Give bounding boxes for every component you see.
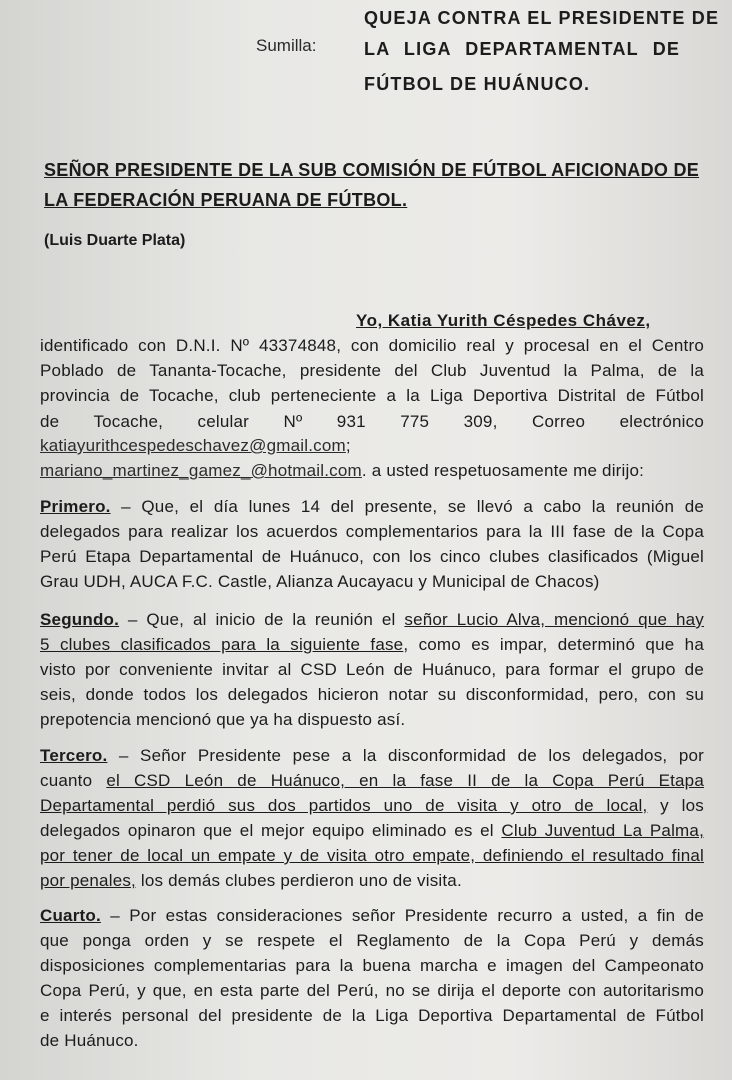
primero-line-1: Primero. – Que, el día lunes 14 del presente, se llevó a cabo la reunión de [40, 497, 704, 516]
email-link-2[interactable]: mariano_martinez_gamez_@hotmail.com [40, 461, 362, 480]
cuarto-line-6: de Huánuco. [40, 1031, 139, 1050]
tercero-line-5: por tener de local un empate y de visita otro empate, definiendo el resultado final [40, 846, 704, 865]
addressee-line-2: LA FEDERACIÓN PERUANA DE FÚTBOL. [44, 190, 408, 210]
segundo-line-5: prepotencia mencionó que ya ha dispuesto así. [40, 710, 406, 729]
primero-line-2: delegados para realizar los acuerdos complementarios para la III fase de la Copa [40, 522, 704, 541]
cuarto-heading: Cuarto. [40, 906, 101, 925]
intro-line-2: Poblado de Tananta-Tocache, presidente del Club Juventud la Palma, de la [40, 361, 704, 380]
segundo-line-3: visto por conveniente invitar al CSD León de Huánuco, para formar el grupo de [40, 660, 704, 679]
cuarto-line-1: Cuarto. – Por estas consideraciones señor Presidente recurro a usted, a fin de [40, 906, 704, 925]
tercero-line-1: Tercero. – Señor Presidente pese a la disconformidad de los delegados, por [40, 746, 704, 765]
sumilla-line-2: LA LIGA DEPARTAMENTAL DE [364, 39, 681, 59]
tercero-line-3: Departamental perdió sus dos partidos uno de visita y otro de local, y los [40, 796, 704, 815]
intro-email-line-2: mariano_martinez_gamez_@hotmail.com. a usted respetuosamente me dirijo: [40, 461, 645, 480]
sumilla-line-3: FÚTBOL DE HUÁNUCO. [364, 74, 591, 94]
segundo-line-2: 5 clubes clasificados para la siguiente fase, como es impar, determinó que ha [40, 635, 704, 654]
signer-name: Yo, Katia Yurith Céspedes Chávez, [356, 311, 651, 330]
primero-heading: Primero. [40, 497, 111, 516]
tercero-line-6: por penales, los demás clubes perdieron uno de visita. [40, 871, 462, 890]
segundo-line-4: seis, donde todos los delegados hicieron notar su disconformidad, pero, con su [40, 685, 704, 704]
email-link-1[interactable]: katiayurithcespedeschavez@gmail.com [40, 436, 346, 455]
tercero-line-2: cuanto el CSD León de Huánuco, en la fase II de la Copa Perú Etapa [40, 771, 704, 790]
addressee-line-1: SEÑOR PRESIDENTE DE LA SUB COMISIÓN DE FÚTBOL AFICIONADO DE [44, 160, 700, 180]
primero-line-3: Perú Etapa Departamental de Huánuco, con los cinco clubes clasificados (Miguel [40, 547, 704, 566]
cuarto-line-2: que ponga orden y se respete el Reglamento de la Copa Perú y demás [40, 931, 704, 950]
primero-line-4: Grau UDH, AUCA F.C. Castle, Alianza Aucayacu y Municipal de Chacos) [40, 572, 600, 591]
intro-line-3: provincia de Tocache, club perteneciente a la Liga Deportiva Distrital de Fútbol [40, 386, 704, 405]
cuarto-line-5: e interés personal del presidente de la Liga Deportiva Departamental de Fútbol [40, 1006, 704, 1025]
addressee-name: (Luis Duarte Plata) [44, 232, 186, 249]
cuarto-line-4: Copa Perú, y que, en esta parte del Perú, no se dirija el deporte con autoritarismo [40, 981, 704, 1000]
intro-email-line-1: katiayurithcespedeschavez@gmail.com; [40, 436, 351, 455]
cuarto-line-3: disposiciones complementarias para la buena marcha e imagen del Campeonato [40, 956, 704, 975]
sumilla-line-1: QUEJA CONTRA EL PRESIDENTE DE [364, 8, 720, 28]
segundo-heading: Segundo. [40, 610, 120, 629]
sumilla-label: Sumilla: [256, 36, 317, 55]
intro-line-4: de Tocache, celular Nº 931 775 309, Correo electrónico [40, 412, 704, 431]
tercero-line-4: delegados opinaron que el mejor equipo eliminado es el Club Juventud La Palma, [40, 821, 704, 840]
intro-line-1: identificado con D.N.I. Nº 43374848, con domicilio real y procesal en el Centro [40, 336, 704, 355]
segundo-line-1: Segundo. – Que, al inicio de la reunión el señor Lucio Alva, mencionó que hay [40, 610, 705, 629]
tercero-heading: Tercero. [40, 746, 108, 765]
